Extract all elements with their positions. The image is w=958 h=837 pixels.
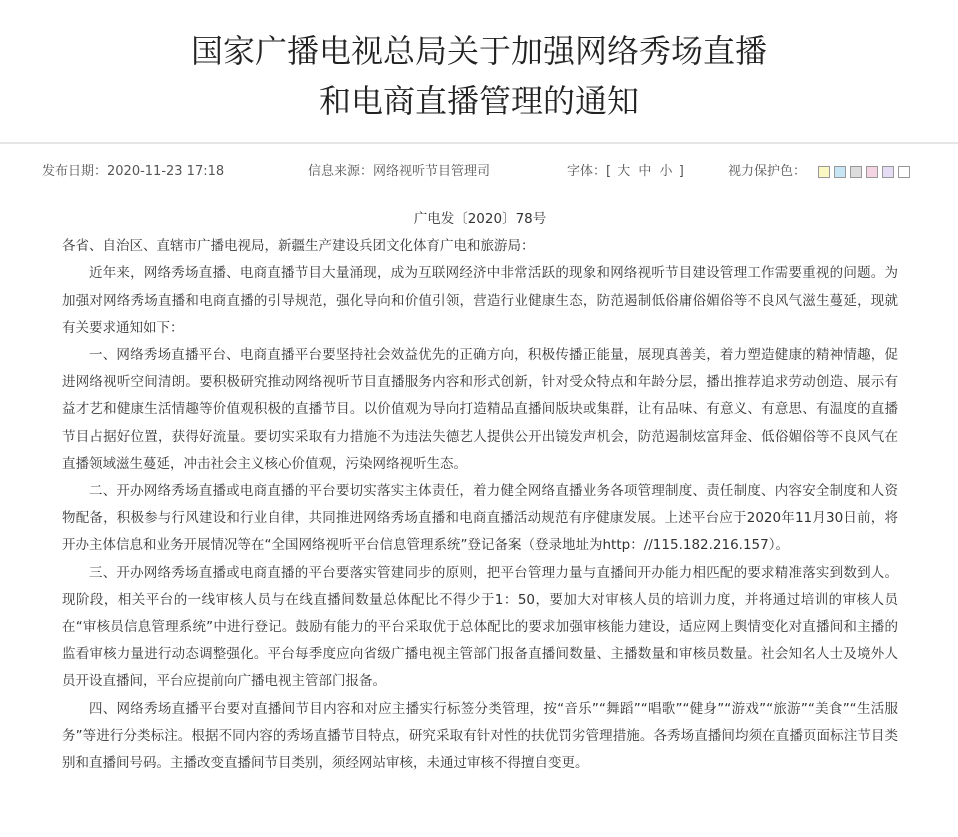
- eye-protection-swatches: [818, 166, 914, 178]
- info-source: 信息来源：网络视听节目管理司: [308, 164, 491, 179]
- meta-bar: [0, 160, 958, 184]
- swatch-pink[interactable]: [866, 166, 878, 178]
- font-medium-button[interactable]: 中: [638, 164, 652, 179]
- font-large-button[interactable]: 大: [617, 164, 631, 179]
- swatch-blue[interactable]: [834, 166, 846, 178]
- swatch-gray[interactable]: [850, 166, 862, 178]
- page-header: [0, 0, 958, 142]
- swatch-white[interactable]: [898, 166, 910, 178]
- font-small-button[interactable]: 小: [659, 164, 673, 179]
- font-size-bracket: ]: [678, 164, 684, 179]
- paragraph-4: 四、网络秀场直播平台要对直播间节目内容和对应主播实行标签分类管理，按“音乐”“舞蹈”“唱歌”“健身”“游戏”“旅游”“美食”“生活服务”等进行分类标注。根据不同内容的秀场直播节目特点，研究采取有针对性的扶优罚劣管理措施。各秀场直播间均须在直播页面标注节目类别和直播间号码。主播改变直播间节目类别，须经网站审核，未通过审核不得擅自变更。: [62, 700, 898, 772]
- title-line-2: 和电商直播管理的通知: [318, 82, 639, 120]
- eye-protection-label: 视力保护色：: [728, 164, 807, 179]
- salutation: 各省、自治区、直辖市广播电视局，新疆生产建设兵团文化体育广电和旅游局：: [62, 238, 535, 255]
- page-title: [0, 26, 958, 126]
- paragraph-intro: 近年来，网络秀场直播、电商直播节目大量涌现，成为互联网经济中非常活跃的现象和网络视听节目建设管理工作需要重视的问题。为加强对网络秀场直播和电商直播的引导规范，强化导向和价值引领，营造行业健康生态，防范遏制低俗庸俗媚俗等不良风气滋生蔓延，现就有关要求通知如下：: [62, 265, 898, 336]
- swatch-purple[interactable]: [882, 166, 894, 178]
- paragraph-2: 二、开办网络秀场直播或电商直播的平台要切实落实主体责任，着力健全网络直播业务各项管理制度、责任制度、内容安全制度和人资物配备，积极参与行风建设和行业自律，共同推进网络秀场直播和电商直播活动规范有序健康发展。上述平台应于2020年11月30日前，将开办主体信息和业务开展情况等在“全国网络视听平台信息管理系统”登记备案（登录地址为http：//115.182.216.157）。: [62, 483, 898, 554]
- article-body: [62, 206, 898, 777]
- font-size-label: 字体：[: [567, 164, 612, 179]
- paragraph-3: 三、开办网络秀场直播或电商直播的平台要落实管建同步的原则，把平台管理力量与直播间开办能力相匹配的要求精准落实到数到人。现阶段，相关平台的一线审核人员与在线直播间数量总体配比不得少于1：50，要加大对审核人员的培训力度，并将通过培训的审核人员在“审核员信息管理系统”中进行登记。鼓励有能力的平台采取优于总体配比的要求加强审核能力建设，适应网上舆情变化对直播间和主播的监看审核力量进行动态调整强化。平台每季度应向省级广播电视主管部门报备直播间数量、主播数量和审核员数量。社会知名人士及境外人员开设直播间，平台应提前向广播电视主管部门报备。: [62, 564, 898, 690]
- document-number: 广电发〔2020〕78号: [413, 211, 547, 227]
- title-line-1: 国家广播电视总局关于加强网络秀场直播: [190, 32, 767, 70]
- swatch-yellow[interactable]: [818, 166, 830, 178]
- publish-date: 发布日期：2020-11-23 17:18: [42, 164, 225, 179]
- paragraph-1: 一、网络秀场直播平台、电商直播平台要坚持社会效益优先的正确方向，积极传播正能量，展现真善美，着力塑造健康的精神情趣，促进网络视听空间清朗。要积极研究推动网络视听节目直播服务内容和形式创新，针对受众特点和年龄分层，播出推荐追求劳动创造、展示有益才艺和健康生活情趣等价值观积极的直播节目。以价值观为导向打造精品直播间版块或集群，让有品味、有意义、有意思、有温度的直播节目占据好位置，获得好流量。要切实采取有力措施不为违法失德艺人提供公开出镜发声机会，防范遏制炫富拜金、低俗媚俗等不良风气在直播领域滋生蔓延，冲击社会主义核心价值观，污染网络视听生态。: [62, 347, 898, 472]
- header-divider: [0, 142, 958, 144]
- font-size-control: [567, 160, 684, 184]
